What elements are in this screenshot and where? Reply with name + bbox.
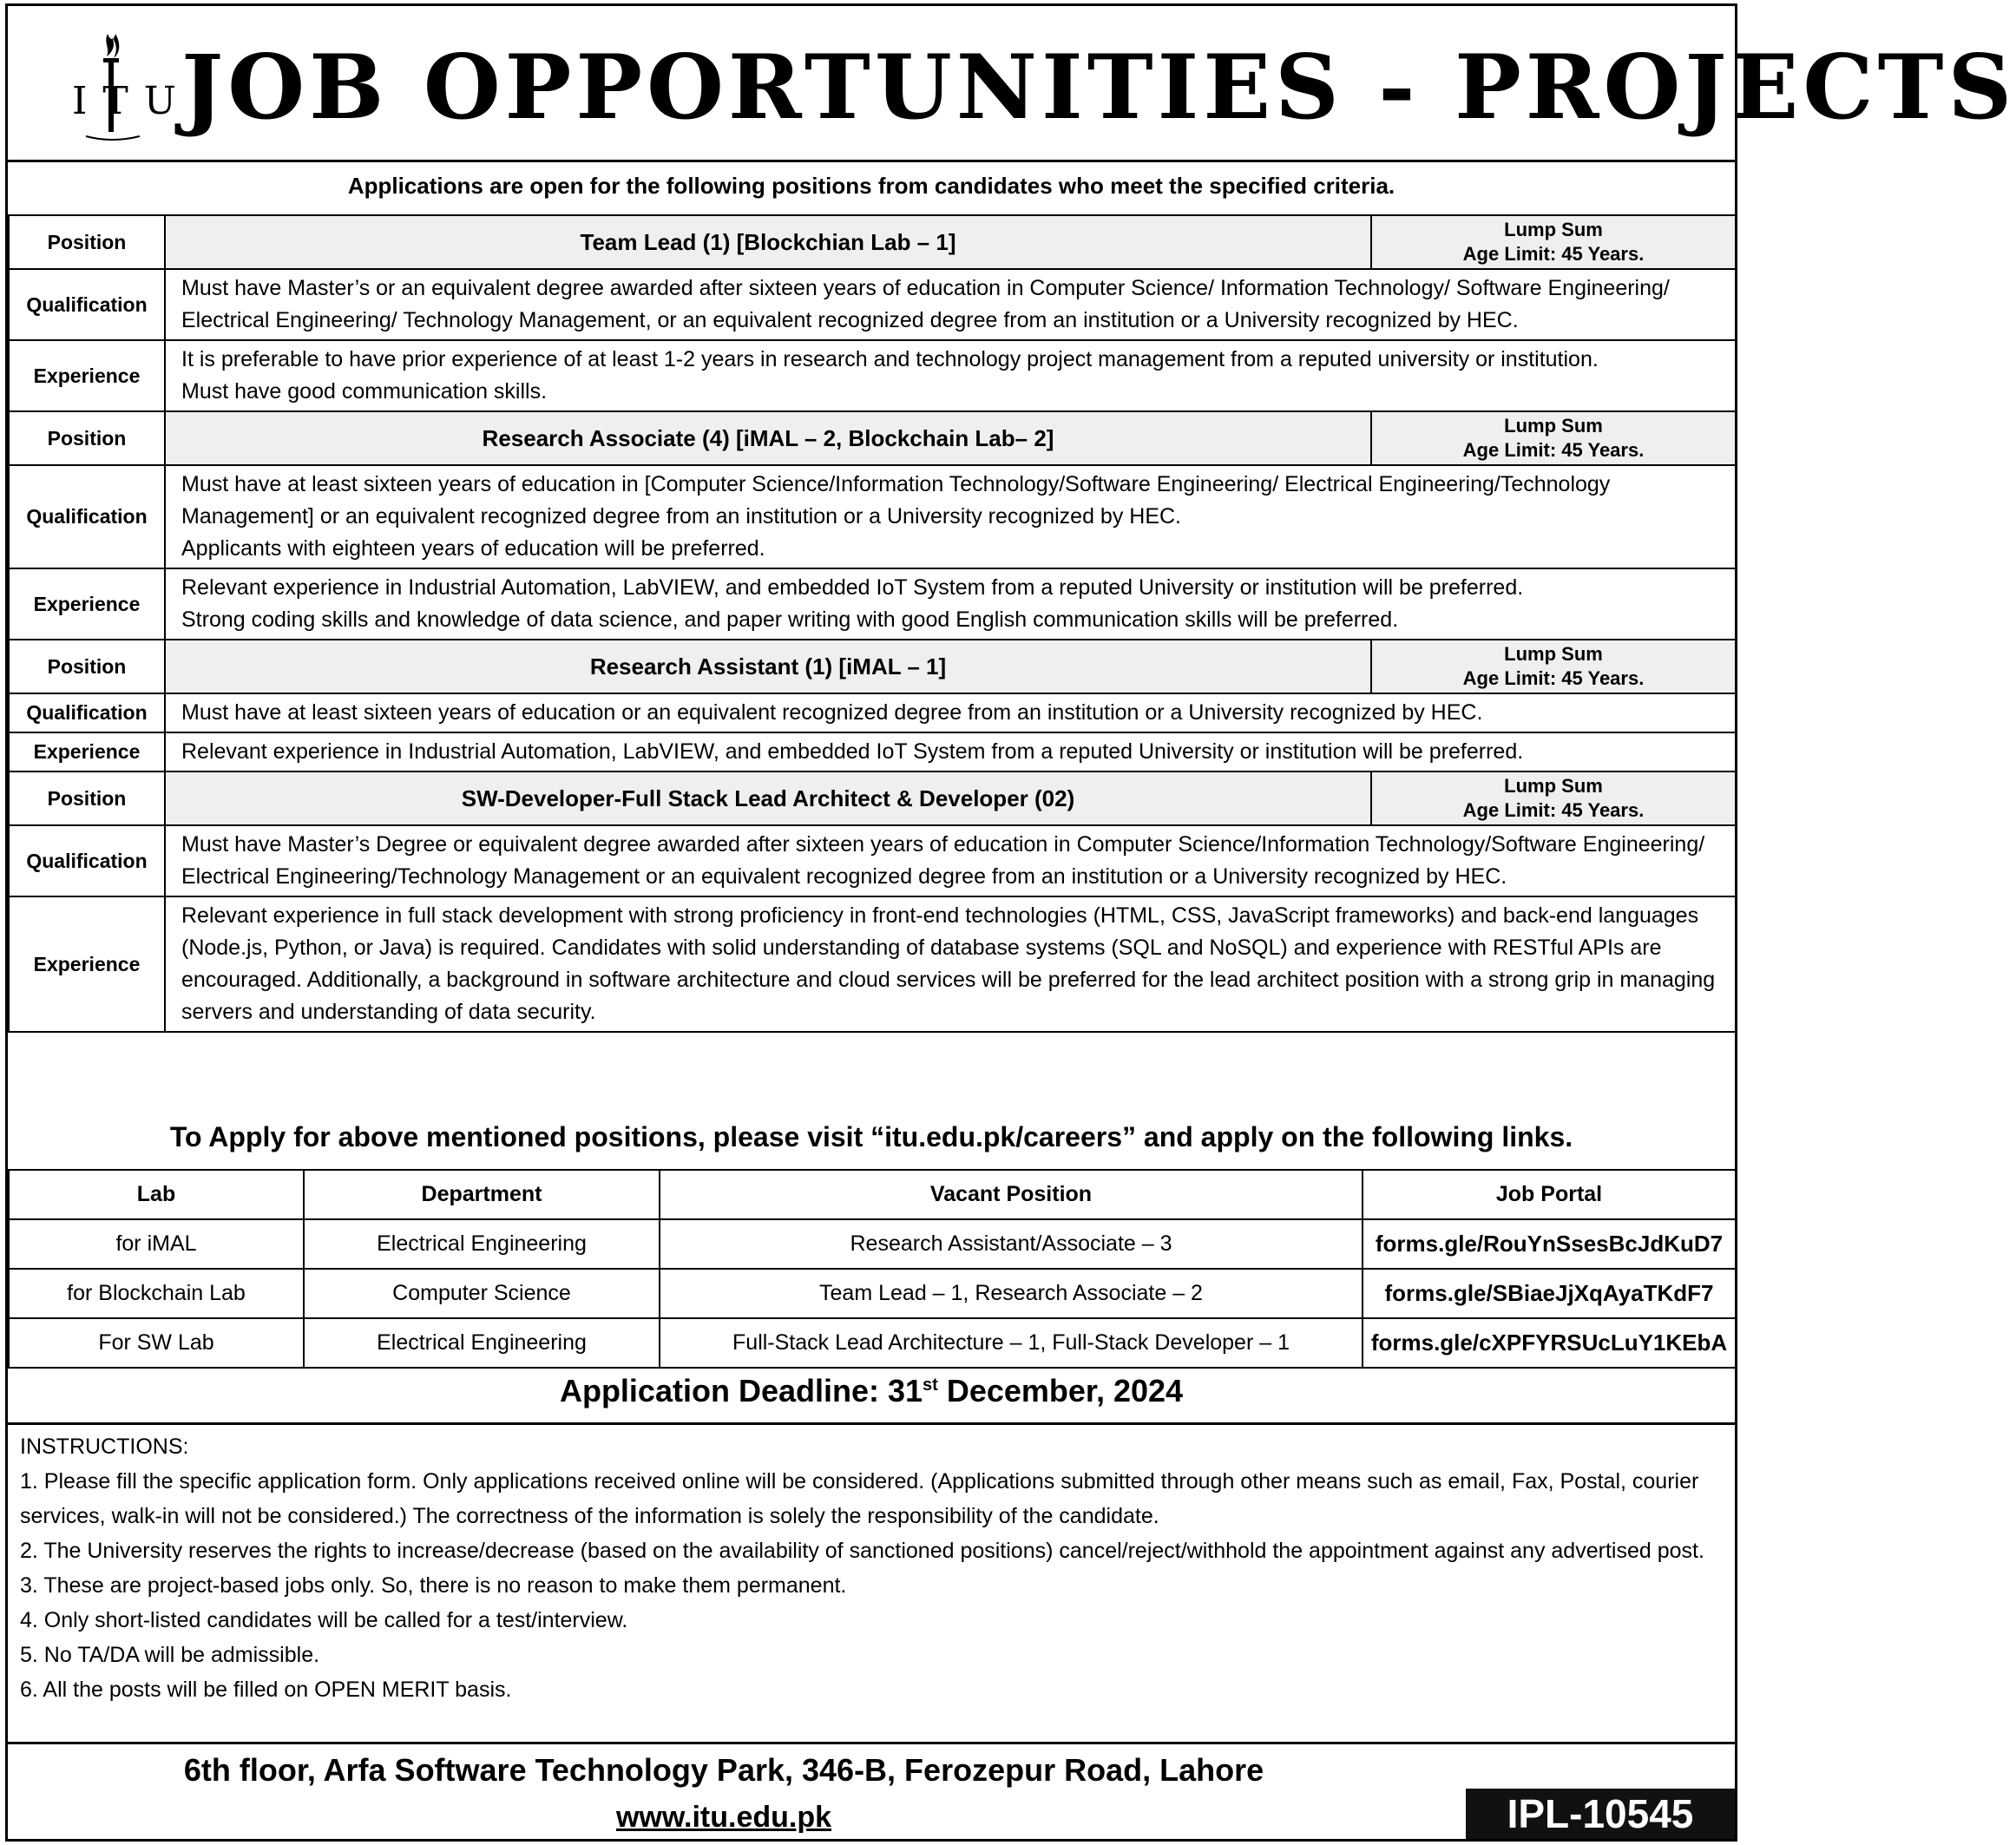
- itu-logo: [60, 22, 192, 152]
- column-header: Vacant Position: [660, 1170, 1363, 1219]
- instruction-item: 5. No TA/DA will be admissible.: [20, 1643, 320, 1667]
- experience-label: Experience: [9, 568, 165, 640]
- job-portal-link[interactable]: forms.gle/RouYnSsesBcJdKuD7: [1363, 1219, 1736, 1269]
- qualification-text: [165, 825, 1736, 896]
- experience-line: Strong coding skills and knowledge of data science, and paper writing with good English communication skills will be preferred.: [181, 607, 1399, 632]
- job-portal-link[interactable]: forms.gle/SBiaeJjXqAyaTKdF7: [1363, 1269, 1736, 1318]
- qualification-text: [165, 465, 1736, 568]
- qualification-label: Qualification: [9, 693, 165, 732]
- table-cell: For SW Lab: [9, 1318, 304, 1368]
- experience-row: [9, 340, 1736, 411]
- qualification-row: [9, 465, 1736, 568]
- lump-sum-label: Lump Sum: [1504, 643, 1603, 665]
- instruction-item: 1. Please fill the specific application form. Only applications received online will be considered. (Applications submitted through other means such as email, Fax, Postal, courier services, walk-in will not be considered.) The correctness of the information is solely the responsibility of the candidate.: [20, 1469, 1699, 1528]
- qualification-row: [9, 693, 1736, 732]
- instruction-item: 3. These are project-based jobs only. So, there is no reason to make them permanent.: [20, 1573, 847, 1598]
- experience-row: [9, 732, 1736, 771]
- lump-sum-label: Lump Sum: [1504, 219, 1603, 240]
- lump-sum-cell: [1371, 411, 1736, 465]
- experience-line: Relevant experience in full stack development with strong proficiency in front-end technologies (HTML, CSS, JavaScript frameworks) and back-end languages (Node.js, Python, or Java) is required. Candidates with solid understanding of database systems (SQL and NoSQL) and experience with RESTful APIs are encouraged. Additionally, a background in software architecture and cloud services will be preferred for the lead architect position with a strong grip in managing servers and understanding of data security.: [181, 903, 1716, 1024]
- qualification-row: [9, 269, 1736, 340]
- lump-sum-label: Lump Sum: [1504, 775, 1603, 797]
- lump-sum-label: Lump Sum: [1504, 415, 1603, 437]
- position-title: SW-Developer-Full Stack Lead Architect & Developer (02): [165, 771, 1371, 825]
- website-link[interactable]: www.itu.edu.pk: [615, 1801, 832, 1834]
- table-cell: Computer Science: [304, 1269, 660, 1318]
- experience-line: Relevant experience in Industrial Automation, LabVIEW, and embedded IoT System from a reputed University or institution will be preferred.: [181, 739, 1524, 764]
- table-cell: Full-Stack Lead Architecture – 1, Full-Stack Developer – 1: [660, 1318, 1363, 1368]
- qualification-text: [165, 269, 1736, 340]
- application-deadline: [8, 1373, 1735, 1409]
- lump-sum-cell: [1371, 771, 1736, 825]
- qualification-line: Must have at least sixteen years of education in [Computer Science/Information Technology/Software Engineering/ Electrical Engineering/Technology Management] or an equivalent recognized degree from an institution or a University recognized by HEC.: [181, 472, 1611, 529]
- instructions: [20, 1429, 1721, 1707]
- qualification-label: Qualification: [9, 465, 165, 568]
- position-label: Position: [9, 411, 165, 465]
- experience-text: [165, 896, 1736, 1032]
- experience-row: [9, 896, 1736, 1032]
- column-header: Department: [304, 1170, 660, 1219]
- experience-line: Must have good communication skills.: [181, 379, 548, 404]
- qualification-line: Must have at least sixteen years of education or an equivalent recognized degree from an institution or a University recognized by HEC.: [181, 700, 1483, 725]
- header: [8, 6, 2016, 162]
- experience-text: [165, 340, 1736, 411]
- job-links-table: [8, 1169, 1737, 1369]
- instructions-heading: INSTRUCTIONS:: [20, 1435, 189, 1459]
- experience-line: It is preferable to have prior experience of at least 1-2 years in research and technology project management from a reputed university or institution.: [181, 347, 1599, 371]
- apply-instructions: To Apply for above mentioned positions, please visit “itu.edu.pk/careers” and apply on the following links.: [169, 1121, 1573, 1152]
- positions-table: [8, 214, 1737, 1033]
- table-cell: Research Assistant/Associate – 3: [660, 1219, 1363, 1269]
- position-row: [9, 411, 1736, 465]
- page-title: JOB OPPORTUNITIES - PROJECTS: [181, 36, 2016, 140]
- reference-number: IPL-10545: [1466, 1789, 1735, 1839]
- qualification-label: Qualification: [9, 825, 165, 896]
- table-cell: for Blockchain Lab: [9, 1269, 304, 1318]
- age-limit: Age Limit: 45 Years.: [1462, 667, 1645, 689]
- position-title: Research Associate (4) [iMAL – 2, Blockchain Lab– 2]: [165, 411, 1371, 465]
- logo-text: ITU: [72, 79, 192, 123]
- table-cell: Electrical Engineering: [304, 1219, 660, 1269]
- intro-text: Applications are open for the following positions from candidates who meet the specified criteria.: [347, 173, 1395, 199]
- table-cell: Team Lead – 1, Research Associate – 2: [660, 1269, 1363, 1318]
- lump-sum-cell: [1371, 215, 1736, 269]
- experience-line: Relevant experience in Industrial Automation, LabVIEW, and embedded IoT System from a reputed University or institution will be preferred.: [181, 575, 1524, 600]
- qualification-row: [9, 825, 1736, 896]
- table-row: [9, 1219, 1736, 1269]
- qualification-text: [165, 693, 1736, 732]
- deadline-suffix: December, 2024: [937, 1373, 1184, 1408]
- position-title: Research Assistant (1) [iMAL – 1]: [165, 640, 1371, 693]
- job-advertisement: [5, 3, 2016, 1842]
- experience-text: [165, 568, 1736, 640]
- position-row: [9, 771, 1736, 825]
- qualification-line: Must have Master’s or an equivalent degree awarded after sixteen years of education in Computer Science/ Information Technology/ Software Engineering/ Electrical Engineering/ Technology Management, or an equivalent recognized degree from an institution or a University recognized by HEC.: [181, 276, 1670, 332]
- qualification-line: Must have Master’s Degree or equivalent degree awarded after sixteen years of education in Computer Science/Information Technology/Software Engineering/ Electrical Engineering/Technology Management or an equivalent recognized degree from an institution or a University recognized by HEC.: [181, 832, 1705, 889]
- position-title: Team Lead (1) [Blockchian Lab – 1]: [165, 215, 1371, 269]
- divider: [8, 1742, 1735, 1744]
- divider: [8, 1422, 1735, 1425]
- job-portal-link[interactable]: forms.gle/cXPFYRSUcLuY1KEbA: [1363, 1318, 1736, 1368]
- experience-text: [165, 732, 1736, 771]
- age-limit: Age Limit: 45 Years.: [1462, 243, 1645, 265]
- position-row: [9, 640, 1736, 693]
- age-limit: Age Limit: 45 Years.: [1462, 799, 1645, 821]
- position-label: Position: [9, 215, 165, 269]
- qualification-line: Applicants with eighteen years of education will be preferred.: [181, 536, 765, 561]
- experience-label: Experience: [9, 896, 165, 1032]
- position-label: Position: [9, 640, 165, 693]
- deadline-sup: st: [923, 1376, 938, 1395]
- column-header: Lab: [9, 1170, 304, 1219]
- age-limit: Age Limit: 45 Years.: [1462, 439, 1645, 461]
- qualification-label: Qualification: [9, 269, 165, 340]
- instruction-item: 6. All the posts will be filled on OPEN MERIT basis.: [20, 1678, 512, 1702]
- table-cell: Electrical Engineering: [304, 1318, 660, 1368]
- deadline-prefix: Application Deadline: 31: [559, 1373, 923, 1408]
- experience-label: Experience: [9, 340, 165, 411]
- experience-row: [9, 568, 1736, 640]
- address: 6th floor, Arfa Software Technology Park, 346-B, Ferozepur Road, Lahore: [183, 1752, 1264, 1788]
- position-row: [9, 215, 1736, 269]
- table-row: [9, 1318, 1736, 1368]
- instruction-item: 4. Only short-listed candidates will be called for a test/interview.: [20, 1608, 628, 1632]
- experience-label: Experience: [9, 732, 165, 771]
- instruction-item: 2. The University reserves the rights to increase/decrease (based on the availability of sanctioned positions) cancel/reject/withhold the appointment against any advertised post.: [20, 1539, 1704, 1563]
- table-cell: for iMAL: [9, 1219, 304, 1269]
- lump-sum-cell: [1371, 640, 1736, 693]
- position-label: Position: [9, 771, 165, 825]
- table-row: [9, 1269, 1736, 1318]
- column-header: Job Portal: [1363, 1170, 1736, 1219]
